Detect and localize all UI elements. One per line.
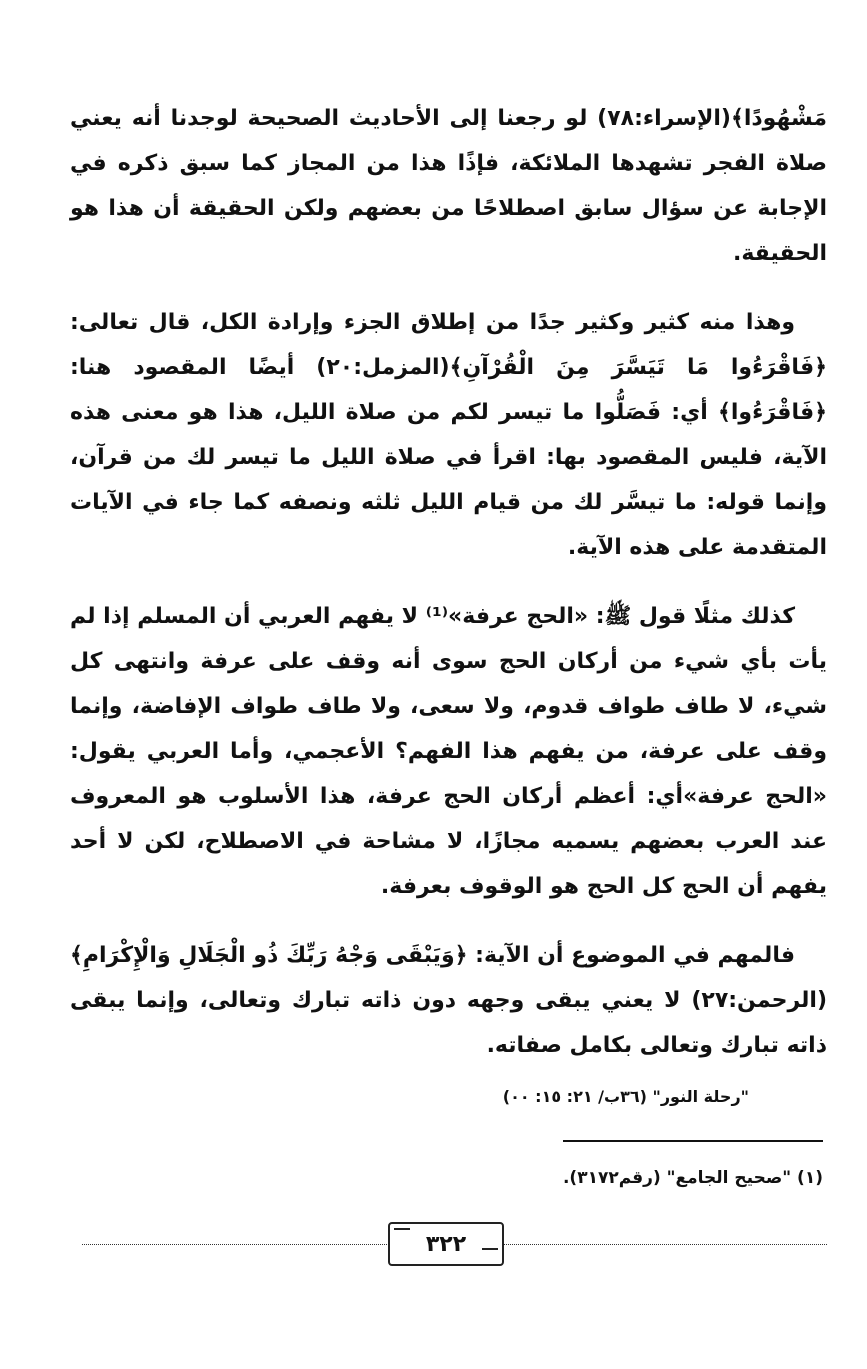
paragraph-3: كذلك مثلًا قول ﷺ: «الحج عرفة»⁽¹⁾ لا يفهم العربي أن المسلم إذا لم يأت بأي شيء من أركان الحج سوى أنه وقف على عرفة وانتهى كل شيء، لا طاف طواف قدوم، ولا سعى، ولا طاف طواف الإفاضة، وإنما وقف على عرفة، من يفهم هذا الفهم؟ الأعجمي، وأما العربي يقول: «الحج عرفة»أي: أعظم أركان الحج عرفة، هذا الأسلوب هو المعروف عند العرب بعضهم يسميه مجازًا، لا مشاحة في الاصطلاح، لكن لا أحد يفهم أن الحج كل الحج هو الوقوف بعرفة. [70, 604, 827, 899]
footnote-divider [563, 1140, 823, 1142]
page-number-box [388, 1222, 504, 1266]
ornament-icon [394, 1228, 410, 1240]
ornament-icon [482, 1248, 498, 1260]
page-body [70, 96, 827, 1112]
page-number: ٣٢٢ [425, 1231, 467, 1257]
paragraph-4: فالمهم في الموضوع أن الآية: ﴿وَيَبْقَى وَجْهُ رَبِّكَ ذُو الْجَلَالِ وَالْإِكْرَامِ﴾(الرحمن:٢٧) لا يعني يبقى وجهه دون ذاته تبارك وتعالى، وإنما يبقى ذاته تبارك وتعالى بكامل صفاته. [69, 943, 827, 1058]
paragraph-1: مَشْهُودًا﴾(الإسراء:٧٨) لو رجعنا إلى الأحاديث الصحيحة لوجدنا أنه يعني صلاة الفجر تشهدها الملائكة، فإذًا هذا من المجاز كما سبق ذكره في الإجابة عن سؤال سابق اصطلاحًا من بعضهم ولكن الحقيقة أن هذا هو الحقيقة. [70, 106, 827, 266]
source-citation: "رحلة النور" (٣٦ب/ ٢١: ١٥: ٠٠) [502, 1087, 749, 1106]
paragraph-2: وهذا منه كثير وكثير جدًا من إطلاق الجزء وإرادة الكل، قال تعالى: ﴿فَاقْرَءُوا مَا تَيَسَّرَ مِنَ الْقُرْآنِ﴾(المزمل:٢٠) أيضًا المقصود هنا: ﴿فَاقْرَءُوا﴾ أي: فَصَلُّوا ما تيسر لكم من صلاة الليل، هذا هو معنى هذه الآية، فليس المقصود بها: اقرأ في صلاة الليل ما تيسر لك من قرآن، وإنما قوله: ما تيسَّر لك من قيام الليل ثلثه ونصفه كما جاء في الآيات المتقدمة على هذه الآية. [70, 310, 827, 560]
footnote: (١) "صحيح الجامع" (رقم٣١٧٢). [562, 1168, 823, 1188]
